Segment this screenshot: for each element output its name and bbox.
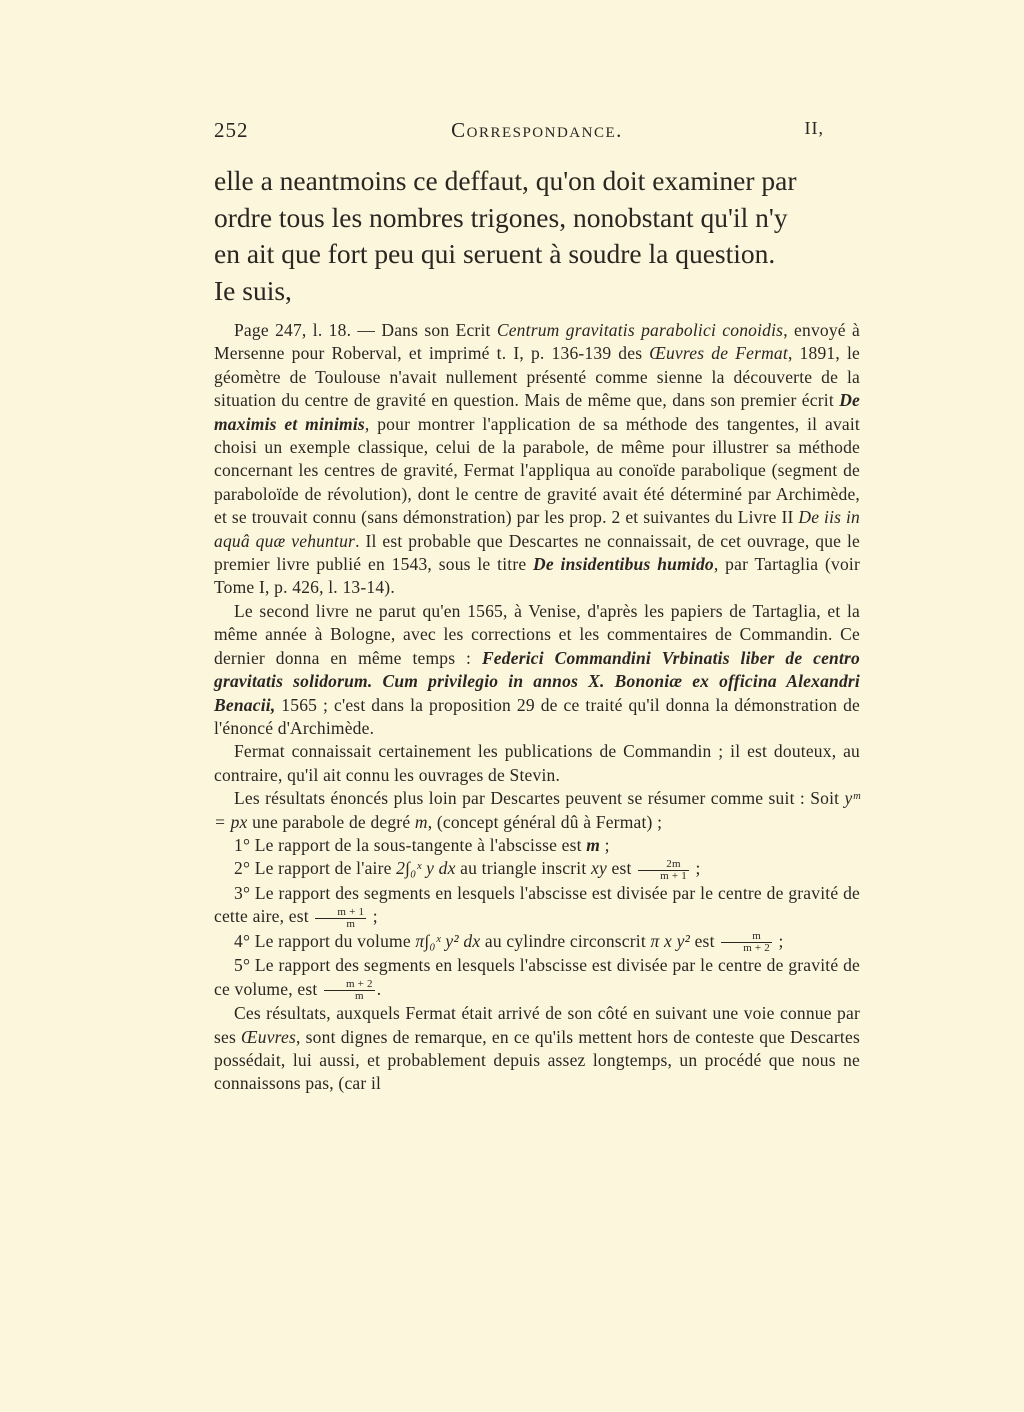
result-item: 5° Le rapport des segments en lesquels l'abscisse est divisée par le centre de gravité de ce volume, est $\frac{m + 2}{m}$ . [214, 955, 860, 1003]
fraction: $\frac{2m}{m + 1}$ [638, 859, 689, 882]
running-header [214, 118, 860, 148]
letter-line: en ait que fort peu qui seruent à soudre la question. [214, 238, 776, 269]
note-paragraph: Ces résultats, auxquels Fermat était arrivé de son côté en suivant une voie connue par ses Œuvres, sont dignes de remarque, en ce qu'ils mettent hors de conteste que Descartes possédait, lui aussi, et probablement depuis assez longtemps, un procédé que nous ne connaissons pas, (car il [214, 1003, 860, 1094]
letter-line: Ie suis, [214, 274, 292, 306]
running-title: Correspondance. [451, 118, 623, 142]
fraction: $\frac{m + 2}{m}$ [324, 979, 375, 1002]
fraction: $\frac{m}{m + 2}$ [721, 931, 772, 954]
note-paragraph: Fermat connaissait certainement les publications de Commandin ; il est douteux, au contraire, qu'il ait connu les ouvrages de Stevin. [214, 741, 860, 785]
letter-closing [214, 163, 860, 309]
fraction: $\frac{m + 1}{m}$ [315, 907, 366, 930]
result-item: 1° Le rapport de la sous-tangente à l'abscisse est m ; [234, 834, 610, 855]
result-item: 4° Le rapport du volume π∫₀ˣ y² dx au cylindre circonscrit π x y² est $\frac{m}{m + 2}$ ; [234, 930, 784, 955]
note-paragraph: Les résultats énoncés plus loin par Descartes peuvent se résumer comme suit : Soit yᵐ = px une parabole de degré m, (concept général dû à Fermat) ; [214, 788, 860, 832]
note-paragraph: Le second livre ne parut qu'en 1565, à Venise, d'après les papiers de Tartaglia, et la même année à Bologne, avec les corrections et les commentaires de Commandin. Ce dernier donna en même temps : Federici Commandini Vrbinatis liber de centro gravitatis solidorum. Cum privilegio in annos X. Bononiæ ex officina Alexandri Benacii, 1565 ; c'est dans la proposition 29 de ce traité qu'il donna la démonstration de l'énoncé d'Archimède. [214, 600, 860, 738]
volume-marker: II, [804, 118, 824, 138]
letter-line: elle a neantmoins ce deffaut, qu'on doit examiner par [214, 165, 797, 196]
page-number: 252 [214, 118, 249, 142]
result-item: 3° Le rapport des segments en lesquels l'abscisse est divisée par le centre de gravité de cette aire, est $\frac{m + 1}{m}$ ; [214, 882, 860, 930]
editorial-notes [214, 319, 860, 1096]
note-paragraph: Page 247, l. 18. — Dans son Ecrit Centrum gravitatis parabolici conoidis, envoyé à Mersenne pour Roberval, et imprimé t. I, p. 136-139 des Œuvres de Fermat, 1891, le géomètre de Toulouse n'avait nullement présenté comme sienne la découverte de la situation du centre de gravité en question. Mais de même que, dans son premier écrit De maximis et minimis, pour montrer l'application de sa méthode des tangentes, il avait choisi un exemple classique, celui de la parabole, de même pour illustrer sa méthode concernant les centres de gravité, Fermat l'appliqua au conoïde parabolique (segment de paraboloïde de révolution), dont le centre de gravité avait été déterminé par Archimède, et se trouvait connu (sans démonstration) par les prop. 2 et suivantes du Livre II De iis in aquâ quæ vehuntur. Il est probable que Descartes ne connaissait, de cet ouvrage, que le premier livre publié en 1543, sous le titre De insidentibus humido, par Tartaglia (voir Tome I, p. 426, l. 13-14). [214, 320, 861, 598]
letter-line: ordre tous les nombres trigones, nonobstant qu'il n'y [214, 201, 788, 233]
result-item: 2° Le rapport de l'aire 2∫₀ˣ y dx au triangle inscrit xy est $\frac{2m}{m + 1}$ ; [234, 857, 701, 882]
